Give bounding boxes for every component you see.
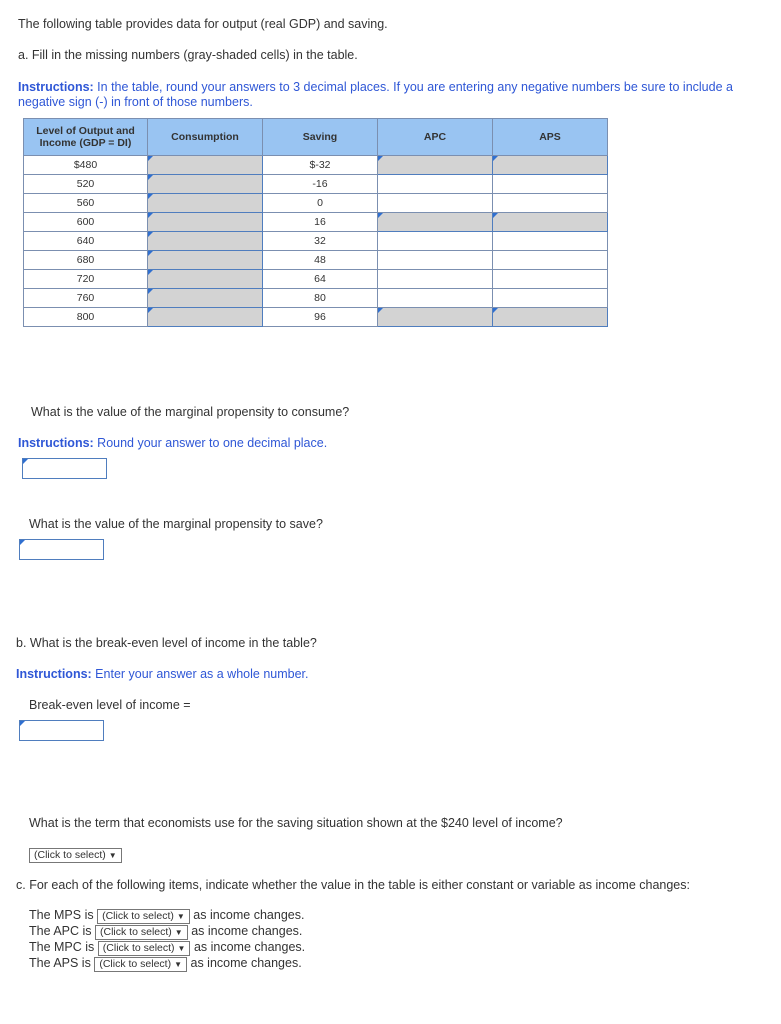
consumption-input[interactable] — [148, 270, 263, 289]
consumption-input[interactable] — [148, 156, 263, 175]
mpc-input[interactable] — [22, 458, 107, 479]
table-row — [24, 194, 608, 213]
header-income: Level of Output and Income (GDP = DI) — [24, 119, 148, 156]
income-cell: 720 — [24, 270, 148, 289]
select-text: (Click to select) — [34, 849, 106, 861]
table-row — [24, 270, 608, 289]
aps-input[interactable] — [493, 308, 608, 327]
c-item-suffix: as income changes. — [190, 956, 302, 970]
table-row — [24, 213, 608, 232]
apc-cell — [378, 289, 493, 308]
saving-cell: 80 — [263, 289, 378, 308]
table-row — [24, 175, 608, 194]
aps-cell — [493, 175, 608, 194]
income-cell: 680 — [24, 251, 148, 270]
header-saving: Saving — [263, 119, 378, 156]
income-cell: 800 — [24, 308, 148, 327]
instructions-text: Enter your answer as a whole number. — [91, 667, 309, 681]
c-item-label: The MPC is — [29, 940, 95, 954]
income-cell: 760 — [24, 289, 148, 308]
c-item-label: The APC is — [29, 924, 92, 938]
apc-select[interactable] — [95, 925, 188, 940]
c-item-suffix: as income changes. — [193, 908, 305, 922]
saving-cell: 0 — [263, 194, 378, 213]
consumption-input[interactable] — [148, 289, 263, 308]
dropdown-arrow-icon: ▼ — [177, 944, 186, 953]
aps-cell — [493, 270, 608, 289]
break-even-input[interactable] — [19, 720, 104, 741]
aps-input[interactable] — [493, 156, 608, 175]
aps-cell — [493, 251, 608, 270]
apc-cell — [378, 270, 493, 289]
apc-cell — [378, 251, 493, 270]
apc-input[interactable] — [378, 156, 493, 175]
break-even-label: Break-even level of income = — [29, 698, 191, 712]
consumption-input[interactable] — [148, 194, 263, 213]
income-cell: 520 — [24, 175, 148, 194]
dropdown-arrow-icon: ▼ — [174, 928, 183, 937]
select-text: (Click to select) — [102, 942, 175, 954]
consumption-input[interactable] — [148, 175, 263, 194]
c-item-mpc — [29, 940, 305, 956]
table-row — [24, 232, 608, 251]
c-item-aps — [29, 956, 302, 972]
saving-cell: 16 — [263, 213, 378, 232]
mps-select[interactable] — [97, 909, 190, 924]
aps-cell — [493, 232, 608, 251]
consumption-input[interactable] — [148, 213, 263, 232]
dropdown-arrow-icon: ▼ — [176, 912, 185, 921]
data-table — [23, 118, 608, 327]
apc-input[interactable] — [378, 213, 493, 232]
instructions-b — [16, 667, 308, 681]
instructions-label: Instructions: — [18, 436, 94, 450]
instructions-text: Round your answer to one decimal place. — [93, 436, 328, 450]
apc-cell — [378, 194, 493, 213]
apc-input[interactable] — [378, 308, 493, 327]
question-mps: What is the value of the marginal propensity to save? — [29, 517, 323, 531]
saving-cell: $-32 — [263, 156, 378, 175]
income-cell: 560 — [24, 194, 148, 213]
header-consumption: Consumption — [148, 119, 263, 156]
aps-input[interactable] — [493, 213, 608, 232]
part-a-text: a. Fill in the missing numbers (gray-shaded cells) in the table. — [18, 48, 358, 62]
saving-cell: 96 — [263, 308, 378, 327]
instructions-text: In the table, round your answers to 3 decimal places. If you are entering any negative numbers be sure to include a negative sign (-) in front of those numbers. — [18, 80, 733, 109]
consumption-input[interactable] — [148, 251, 263, 270]
table-row — [24, 156, 608, 175]
c-item-mps — [29, 908, 304, 924]
apc-cell — [378, 175, 493, 194]
select-text: (Click to select) — [102, 910, 174, 922]
c-item-apc — [29, 924, 302, 940]
instructions-mpc — [18, 436, 327, 450]
table-row — [24, 251, 608, 270]
table-row — [24, 308, 608, 327]
dropdown-arrow-icon: ▼ — [108, 851, 117, 860]
aps-cell — [493, 289, 608, 308]
term-select[interactable] — [29, 848, 122, 863]
c-item-suffix: as income changes. — [191, 924, 303, 938]
income-cell: 600 — [24, 213, 148, 232]
saving-cell: -16 — [263, 175, 378, 194]
aps-select[interactable] — [94, 957, 187, 972]
table-row — [24, 289, 608, 308]
header-apc: APC — [378, 119, 493, 156]
mps-input[interactable] — [19, 539, 104, 560]
select-text: (Click to select) — [100, 926, 172, 938]
part-b-text: b. What is the break-even level of income in the table? — [16, 636, 317, 650]
c-item-suffix: as income changes. — [193, 940, 306, 954]
mpc-select[interactable] — [98, 941, 191, 956]
c-item-label: The MPS is — [29, 908, 94, 922]
question-term: What is the term that economists use for the saving situation shown at the $240 level of income? — [29, 816, 563, 830]
instructions-a — [18, 80, 773, 110]
apc-cell — [378, 232, 493, 251]
income-cell: 640 — [24, 232, 148, 251]
c-item-label: The APS is — [29, 956, 91, 970]
header-aps: APS — [493, 119, 608, 156]
part-c-text: c. For each of the following items, indicate whether the value in the table is either constant or variable as income changes: — [16, 878, 690, 892]
intro-text: The following table provides data for output (real GDP) and saving. — [18, 17, 388, 31]
saving-cell: 64 — [263, 270, 378, 289]
dropdown-arrow-icon: ▼ — [174, 960, 183, 969]
question-mpc: What is the value of the marginal propensity to consume? — [31, 405, 350, 419]
saving-cell: 32 — [263, 232, 378, 251]
term-select-wrap — [29, 847, 122, 863]
select-text: (Click to select) — [99, 958, 172, 970]
income-cell: $480 — [24, 156, 148, 175]
aps-cell — [493, 194, 608, 213]
consumption-input[interactable] — [148, 232, 263, 251]
consumption-input[interactable] — [148, 308, 263, 327]
saving-cell: 48 — [263, 251, 378, 270]
instructions-label: Instructions: — [16, 667, 92, 681]
instructions-label: Instructions: — [18, 80, 94, 94]
